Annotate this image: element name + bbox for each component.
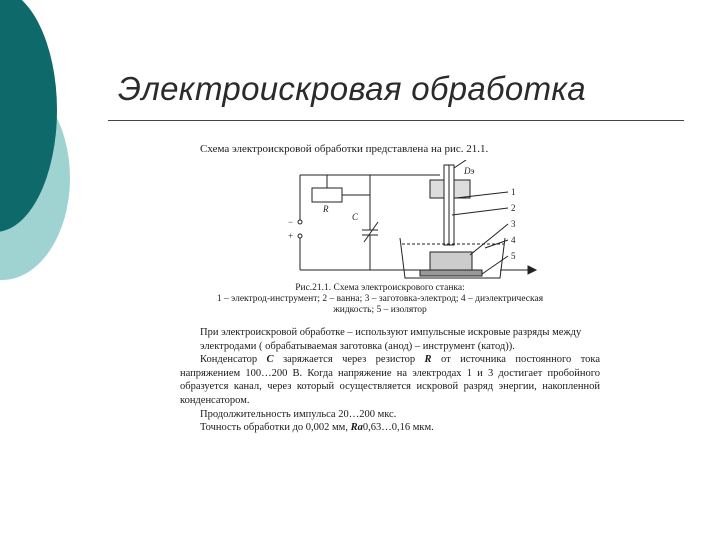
symbol-C: С bbox=[266, 354, 274, 366]
p2-text-b: заряжается через резистор bbox=[283, 354, 416, 366]
paragraph-1b: электродами ( обрабатываемая заготовка (анод) – инструмент (катод)). bbox=[200, 340, 515, 352]
label-1: 1 bbox=[511, 187, 516, 197]
intro-text: Схема электроискровой обработки представлена на рис. 21.1. bbox=[200, 143, 489, 155]
label-De: Dэ bbox=[464, 166, 475, 176]
insulator bbox=[420, 270, 482, 276]
decorative-shapes bbox=[0, 0, 110, 300]
paragraph-2 bbox=[180, 353, 600, 407]
p2-text-c: от источника постоянного тока напряжением 100…200 В. Когда напряжение на электродах 1 и 3 достигает пробойного образуется канал, через который осуществляется искровой разряд энергии, накопленной конденсатором. bbox=[180, 354, 601, 406]
p2-text-a: Конденсатор bbox=[200, 354, 258, 366]
p4-text-a: Точность обработки до 0,002 мм, bbox=[200, 422, 348, 434]
symbol-Ra: Ra bbox=[350, 422, 363, 434]
paragraph-1a: При электроискровой обработке – используют импульсные искровые разряды между bbox=[200, 327, 582, 338]
p4-text-b: 0,63…0,16 мкм. bbox=[362, 422, 434, 434]
paragraph-3: Продолжительность импульса 20…200 мкс. bbox=[200, 408, 397, 420]
terminal-minus-sign: − bbox=[288, 217, 294, 227]
terminal-negative bbox=[298, 220, 302, 224]
body-text bbox=[180, 326, 600, 435]
slide-title: Электроискровая обработка bbox=[118, 70, 586, 107]
caption-line-2: 1 – электрод-инструмент; 2 – ванна; 3 – заготовка-электрод; 4 – диэлектрическая bbox=[216, 294, 544, 304]
label-5: 5 bbox=[511, 251, 516, 261]
circuit-diagram bbox=[280, 160, 540, 290]
terminal-positive bbox=[298, 234, 302, 238]
label-3: 3 bbox=[511, 219, 516, 229]
symbol-R: R bbox=[424, 354, 432, 366]
paragraph-4 bbox=[180, 421, 600, 435]
label-4: 4 bbox=[511, 235, 516, 245]
workpiece bbox=[430, 252, 472, 270]
title-divider bbox=[108, 120, 684, 121]
caption-line-3: жидкость; 5 – изолятор bbox=[333, 305, 427, 315]
terminal-plus-sign: + bbox=[288, 231, 294, 241]
figure-caption bbox=[180, 283, 580, 316]
resistor bbox=[312, 188, 342, 202]
label-R: R bbox=[323, 204, 329, 214]
caption-line-1: Рис.21.1. Схема электроискрового станка: bbox=[295, 283, 465, 293]
label-C: C bbox=[352, 212, 359, 222]
label-2: 2 bbox=[511, 203, 516, 213]
